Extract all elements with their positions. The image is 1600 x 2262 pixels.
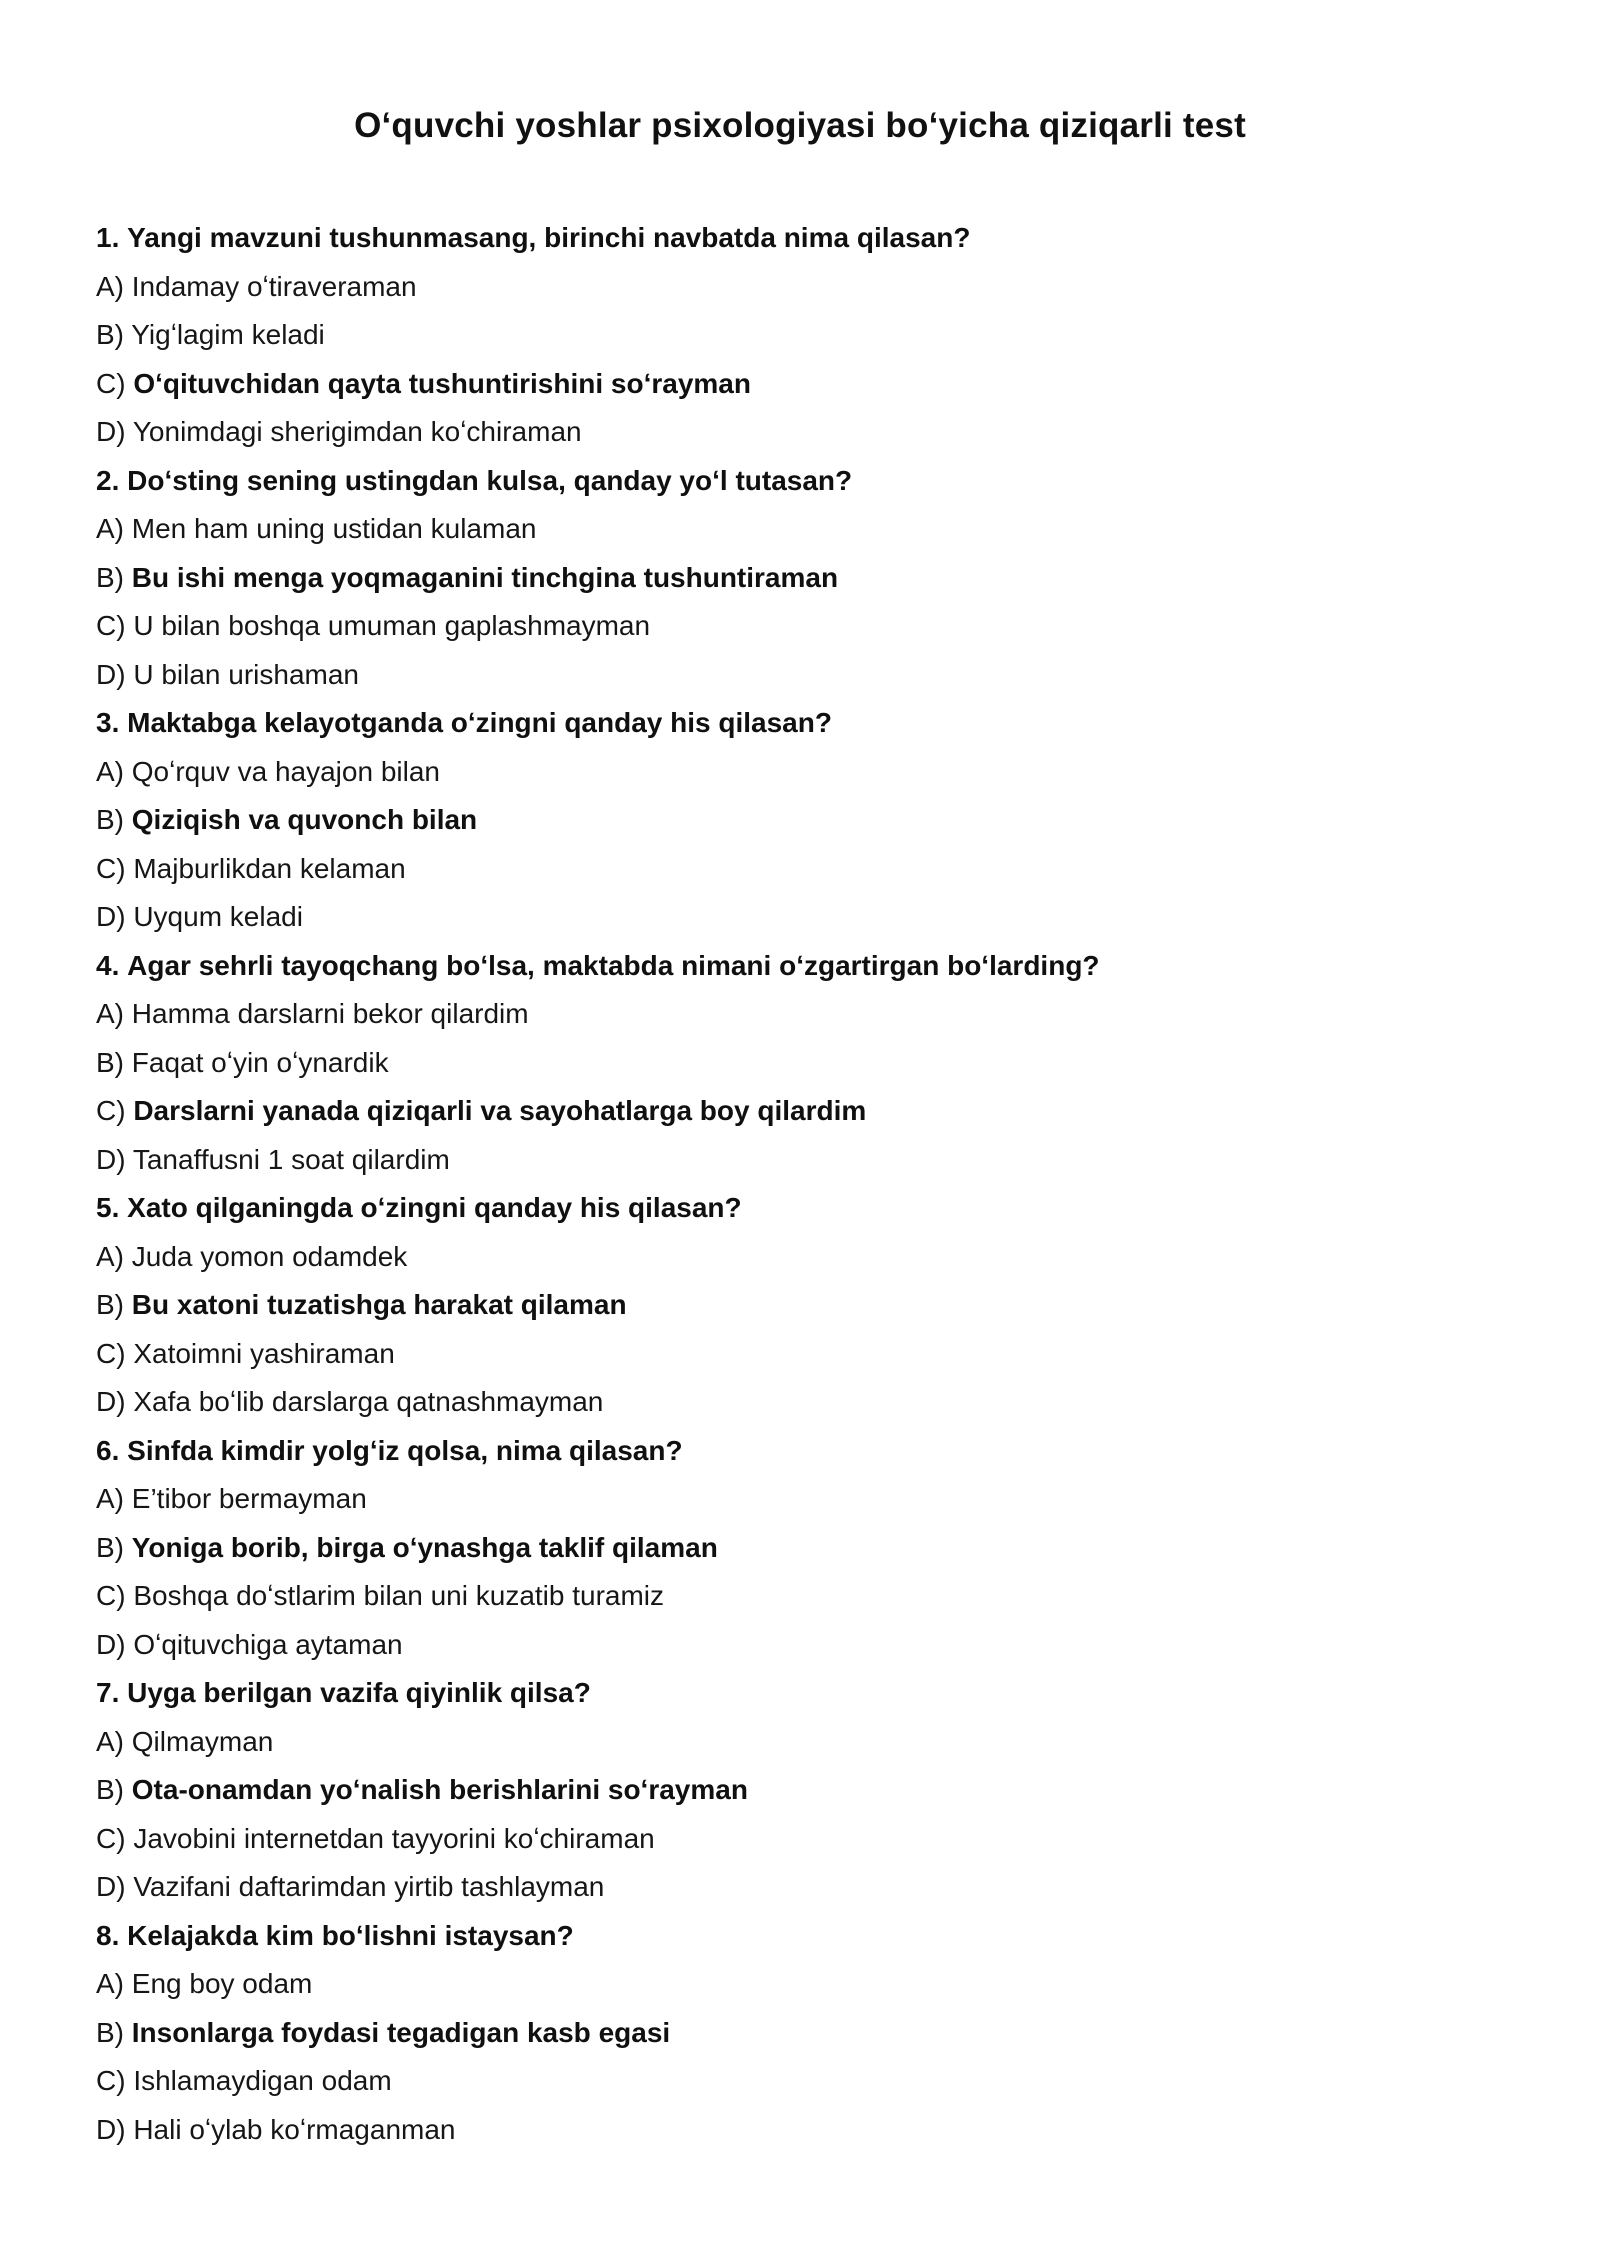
option-text: Qilmayman (131, 1725, 274, 1757)
page-title: Oʻquvchi yoshlar psixologiyasi boʻyicha qiziqarli test (354, 106, 1246, 145)
question-list (96, 214, 1504, 2154)
option-text: Tanaffusni 1 soat qilardim (132, 1143, 450, 1175)
option-text: Juda yomon odamdek (131, 1240, 408, 1272)
option-letter: B) (96, 1531, 124, 1563)
option-line (96, 1766, 1504, 1815)
option-text: Men ham uning ustidan kulaman (131, 513, 537, 544)
option-line (96, 2106, 1504, 2155)
option-text: Faqat oʻyin oʻynardik (131, 1046, 389, 1078)
option-text: Yonimdagi sherigimdan koʻchiraman (132, 416, 582, 447)
option-line (96, 263, 1504, 312)
option-text: Vazifani daftarimdan yirtib tashlayman (133, 1871, 605, 1902)
option-text: Javobini internetdan tayyorini koʻchiraman (133, 1822, 655, 1854)
question-text: Doʻsting sening ustingdan kulsa, qanday yoʻl tutasan? (127, 464, 853, 496)
question-text: Maktabga kelayotganda oʻzingni qanday his qilasan? (127, 707, 832, 738)
option-text-correct: Qiziqish va quvonch bilan (131, 804, 478, 835)
option-line (96, 1039, 1504, 1088)
option-text: Hamma darslarni bekor qilardim (131, 998, 529, 1029)
question-text: Kelajakda kim boʻlishni istaysan? (127, 1919, 574, 1951)
option-text: Eng boy odam (131, 1968, 313, 1999)
option-text-correct: Bu xatoni tuzatishga harakat qilaman (131, 1289, 627, 1320)
option-letter: C) (96, 1822, 126, 1854)
option-line (96, 1475, 1504, 1524)
option-text: E’tibor bermayman (131, 1483, 367, 1514)
question-text: Agar sehrli tayoqchang boʻlsa, maktabda nimani oʻzgartirgan boʻlarding? (127, 949, 1100, 981)
option-letter: C) (96, 852, 126, 884)
option-line (96, 651, 1504, 700)
option-line (96, 893, 1504, 942)
option-letter: B) (96, 804, 124, 835)
question-line (96, 214, 1504, 263)
option-letter: A) (96, 998, 124, 1029)
option-line (96, 408, 1504, 457)
option-letter: B) (96, 2016, 124, 2048)
option-text: U bilan boshqa umuman gaplashmayman (133, 610, 651, 641)
option-line (96, 1281, 1504, 1330)
option-text: Oʻqituvchiga aytaman (133, 1628, 403, 1660)
option-line (96, 990, 1504, 1039)
option-letter: C) (96, 1580, 126, 1611)
option-text: Xatoimni yashiraman (133, 1337, 395, 1369)
option-letter: C) (96, 610, 126, 641)
option-line (96, 1378, 1504, 1427)
question-line (96, 1427, 1504, 1476)
option-letter: B) (96, 1289, 124, 1320)
option-letter: D) (96, 1628, 126, 1660)
question-number: 2. (96, 464, 120, 496)
option-letter: D) (96, 416, 126, 447)
option-line (96, 1572, 1504, 1621)
option-letter: A) (96, 1968, 124, 1999)
option-line (96, 1330, 1504, 1379)
question-line (96, 1669, 1504, 1718)
question-text: Xato qilganingda oʻzingni qanday his qilasan? (127, 1192, 742, 1223)
option-letter: C) (96, 367, 126, 399)
option-line (96, 1960, 1504, 2009)
option-letter: B) (96, 1046, 124, 1078)
option-text-correct: Yoniga borib, birga oʻynashga taklif qilaman (131, 1531, 718, 1563)
question-line (96, 699, 1504, 748)
option-text-correct: Insonlarga foydasi tegadigan kasb egasi (131, 2016, 671, 2048)
option-line (96, 1233, 1504, 1282)
option-letter: A) (96, 1725, 124, 1757)
option-line (96, 748, 1504, 797)
option-line (96, 1136, 1504, 1185)
option-letter: C) (96, 2065, 126, 2096)
question-line (96, 942, 1504, 991)
option-letter: B) (96, 319, 124, 350)
option-line (96, 505, 1504, 554)
option-line (96, 1621, 1504, 1670)
option-text-correct: Bu ishi menga yoqmaganini tinchgina tushuntiraman (131, 561, 839, 593)
question-number: 1. (96, 222, 120, 253)
option-line (96, 1815, 1504, 1864)
option-line (96, 602, 1504, 651)
option-line (96, 311, 1504, 360)
option-text: Yigʻlagim keladi (131, 319, 325, 350)
question-text: Sinfda kimdir yolgʻiz qolsa, nima qilasan? (127, 1434, 683, 1466)
option-text-correct: Oʻqituvchidan qayta tushuntirishini soʻrayman (133, 367, 751, 399)
option-line (96, 554, 1504, 603)
option-text-correct: Darslarni yanada qiziqarli va sayohatlarga boy qilardim (133, 1095, 867, 1126)
question-number: 6. (96, 1434, 120, 1466)
option-text: Boshqa doʻstlarim bilan uni kuzatib turamiz (133, 1580, 665, 1611)
option-text: U bilan urishaman (133, 658, 359, 690)
question-number: 5. (96, 1192, 120, 1223)
option-letter: B) (96, 561, 124, 593)
question-text: Yangi mavzuni tushunmasang, birinchi navbatda nima qilasan? (127, 222, 971, 253)
option-line (96, 845, 1504, 894)
option-letter: D) (96, 1871, 126, 1902)
option-line (96, 1524, 1504, 1573)
option-letter: D) (96, 1143, 126, 1175)
question-number: 7. (96, 1677, 120, 1708)
option-letter: D) (96, 658, 126, 690)
option-text: Ishlamaydigan odam (133, 2065, 392, 2096)
option-letter: A) (96, 1240, 124, 1272)
option-letter: B) (96, 1774, 124, 1805)
question-number: 3. (96, 707, 120, 738)
option-text-correct: Ota-onamdan yoʻnalish berishlarini soʻrayman (131, 1774, 748, 1805)
option-letter: C) (96, 1095, 126, 1126)
option-letter: A) (96, 755, 124, 787)
option-letter: A) (96, 1483, 124, 1514)
question-text: Uyga berilgan vazifa qiyinlik qilsa? (127, 1677, 591, 1708)
question-line (96, 1184, 1504, 1233)
option-text: Uyqum keladi (133, 901, 303, 932)
option-line (96, 2009, 1504, 2058)
option-letter: D) (96, 2113, 126, 2145)
question-line (96, 457, 1504, 506)
option-text: Indamay oʻtiraveraman (131, 270, 417, 302)
option-text: Xafa boʻlib darslarga qatnashmayman (133, 1386, 604, 1417)
option-letter: D) (96, 901, 126, 932)
option-text: Hali oʻylab koʻrmaganman (133, 2113, 456, 2145)
question-line (96, 1912, 1504, 1961)
option-letter: A) (96, 270, 124, 302)
option-line (96, 1718, 1504, 1767)
option-letter: A) (96, 513, 124, 544)
option-line (96, 360, 1504, 409)
option-line (96, 796, 1504, 845)
option-text: Qoʻrquv va hayajon bilan (131, 755, 440, 787)
question-number: 8. (96, 1919, 120, 1951)
option-letter: D) (96, 1386, 126, 1417)
option-line (96, 1863, 1504, 1912)
option-letter: C) (96, 1337, 126, 1369)
option-line (96, 1087, 1504, 1136)
option-text: Majburlikdan kelaman (133, 852, 406, 884)
option-line (96, 2057, 1504, 2106)
question-number: 4. (96, 949, 120, 981)
